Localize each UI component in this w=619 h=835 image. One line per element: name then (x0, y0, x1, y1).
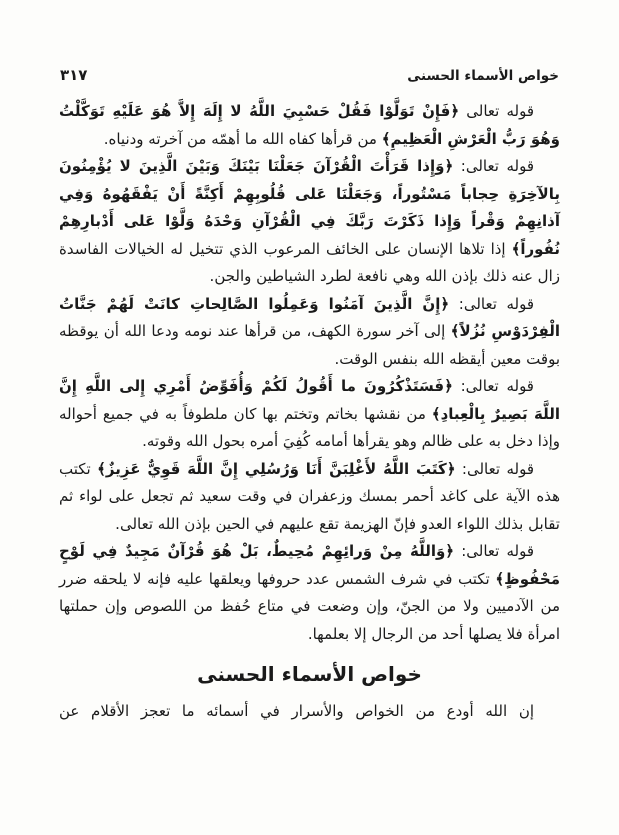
paragraph (59, 98, 560, 153)
paragraph (59, 153, 560, 291)
commentary-text: تكتب في شرف الشمس عدد حروفها ويعلقها عليه فإنه لا يلحقه ضرر من الآدميين ولا من الجنّ، وإن وضعت في متاع حُفظ من اللصوص وإن حملتها امرأة فلا يصلها أحد من الرجال إلا بعلمها. (59, 569, 560, 643)
paragraph (59, 456, 560, 539)
page-body (59, 98, 560, 726)
quran-verse: ﴿فَسَتَذْكُرُونَ ما أَقُولُ لَكُمْ وَأُفَوِّضُ أَمْرِي إِلى اللَّهِ إِنَّ اللَّهَ بَصِيرٌ بِالْعِبادِ﴾ (59, 377, 560, 423)
commentary-text: قوله تعالى: (455, 459, 534, 478)
commentary-text: من نقشها بخاتم وتختم بها كان ملطوفاً به في جميع أحواله وإذا دخل به على ظالم وهو يقرأها أمامه كُفِيَ أمره بحول الله وقوته. (59, 404, 560, 450)
commentary-text: قوله تعالى: (454, 542, 534, 560)
closing-paragraph: إن الله أودع من الخواص والأسرار في أسمائه ما تعجز الأقلام عن (59, 702, 534, 720)
paragraph (59, 538, 560, 648)
commentary-text: قوله تعالى: (452, 377, 534, 395)
commentary-text: قوله تعالى (459, 102, 534, 120)
quran-verse: ﴿إِنَّ الَّذِينَ آمَنُوا وَعَمِلُوا الصَّالِحاتِ كانَتْ لَهُمْ جَنَّاتُ الْفِرْدَوْسِ نُزُلاً﴾ (59, 294, 561, 340)
paragraph (59, 291, 560, 374)
commentary-text: قوله تعالى: (449, 294, 534, 313)
paragraph (59, 373, 560, 456)
running-title: خواص الأسماء الحسنى (407, 68, 559, 84)
section-heading: خواص الأسماء الحسنى (197, 662, 422, 686)
commentary-text: قوله تعالى: (453, 157, 534, 175)
quran-verse: ﴿وَإِذا قَرَأْتَ الْقُرْآنَ جَعَلْنَا بَيْنَكَ وَبَيْنَ الَّذِينَ لا يُؤْمِنُونَ بِالآخِرَةِ حِجاباً مَسْتُوراً، وَجَعَلْنَا عَلى قُلُوبِهِمْ أَكِنَّةً أَنْ يَفْقَهُوهُ وَفِي آذانِهِمْ وَقْراً وَإِذا ذَكَرْتَ رَبَّكَ فِي الْقُرْآنِ وَحْدَهُ وَلَّوْا عَلى أَدْبارِهِمْ نُفُوراً﴾ (59, 157, 560, 258)
commentary-text: من قرأها كفاه الله ما أهمّه من آخرته ودنياه. (103, 129, 382, 148)
quran-verse: ﴿فَإِنْ تَوَلَّوْا فَقُلْ حَسْبِيَ اللَّهُ لا إِلَهَ إِلاَّ هُوَ عَلَيْهِ تَوَكَّلْتُ وَهُوَ رَبُّ الْعَرْشِ الْعَظِيمِ﴾ (59, 102, 560, 148)
quran-verse: ﴿وَاللَّهُ مِنْ وَرائِهِمْ مُحِيطٌ، بَلْ هُوَ قُرْآنٌ مَجِيدٌ فِي لَوْحٍ مَحْفُوظٍ﴾ (59, 542, 560, 588)
quran-verse: ﴿كَتَبَ اللَّهُ لأَغْلِبَنَّ أَنَا وَرُسُلِي إِنَّ اللَّهَ قَوِيٌّ عَزِيزٌ﴾ (97, 459, 456, 478)
page-header (60, 66, 559, 84)
paragraph-container (59, 98, 560, 648)
page-number: ٣١٧ (60, 66, 88, 84)
commentary-text: إذا تلاها الإنسان على الخائف المرعوب الذي تتخيل له الخيالات الفاسدة زال عنه ذلك بإذن الله وهي نافعة لطرد الشياطين والجن. (59, 239, 560, 285)
commentary-text: تكتب هذه الآية على كاغد أحمر بمسك وزعفران في وقت سعيد ثم تجعل على لواء ثم تقابل بذلك اللواء العدو فإنّ الهزيمة تقع عليهم في الحين بإذن الله تعالى. (59, 459, 560, 533)
commentary-text: إلى آخر سورة الكهف، من قرأها عند نومه ودعا الله أن يوقظه بوقت معين أيقظه الله بنفس الوقت. (59, 322, 560, 368)
